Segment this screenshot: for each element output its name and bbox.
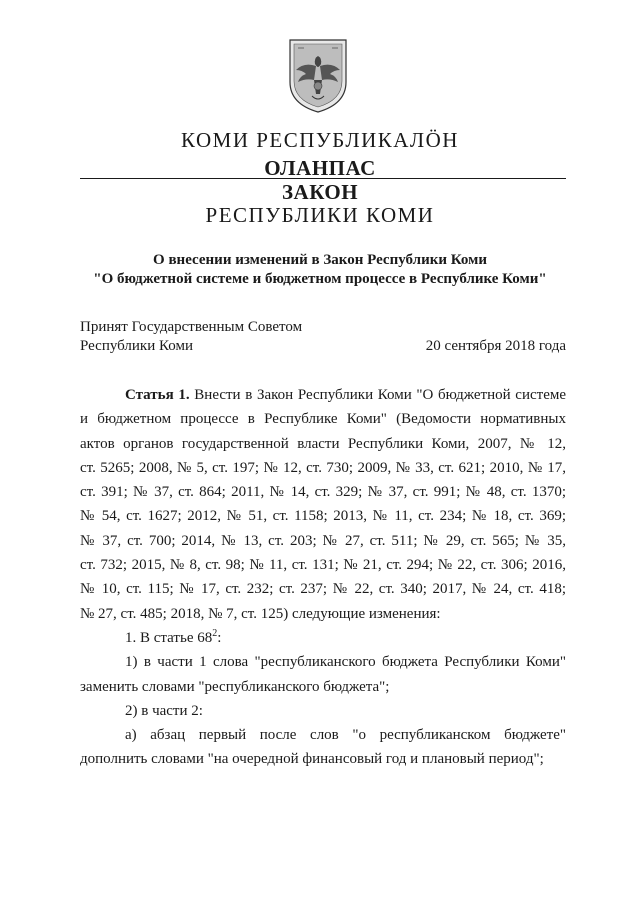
adoption-line1: Принят Государственным Советом bbox=[80, 319, 303, 335]
article-line: ст. 391; № 37, ст. 864; 2011, № 14, ст. 329; № 37, ст. 991; № 48, ст. 1370; bbox=[80, 484, 566, 501]
item-1-2a-line2: дополнить словами "на очередной финансовый год и плановый период"; bbox=[80, 751, 544, 768]
item-1-1-line2: заменить словами "республиканского бюджета"; bbox=[80, 678, 390, 695]
law-subject-line2: "О бюджетной системе и бюджетном процессе в Республике Коми" bbox=[93, 271, 547, 287]
article-line: № 27, ст. 485; 2018, № 7, ст. 125) следующие изменения: bbox=[80, 605, 441, 622]
article-line: ст. 5265; 2008, № 5, ст. 197; № 12, ст. 730; 2009, № 33, ст. 621; 2010, № 17, bbox=[80, 459, 566, 476]
item-1-2a-line1: а) абзац первый после слов "о республиканском бюджете" bbox=[125, 727, 566, 744]
item-1: 1. В статье $68^2$: bbox=[125, 627, 222, 646]
header-komi-law: ОЛАНПАС bbox=[264, 156, 376, 180]
article-line: Статья 1. Внести в Закон Республики Коми "О бюджетной системе bbox=[125, 387, 567, 403]
item-1-1-line1: 1) в части 1 слова "республиканского бюджета Республики Коми" bbox=[125, 654, 566, 671]
article-line: ст. 732; 2015, № 8, ст. 98; № 11, ст. 131; № 21, ст. 294; № 22, ст. 306; 2016, bbox=[80, 557, 566, 574]
adoption-line2: Республики Коми bbox=[80, 338, 193, 354]
article-line: № 10, ст. 115; № 17, ст. 232; ст. 237; № 22, ст. 340; 2017, № 24, ст. 418; bbox=[80, 581, 566, 598]
article-line: актов органов государственной власти Республики Коми, 2007, № 12, bbox=[80, 435, 566, 452]
header-republic: РЕСПУБЛИКИ КОМИ bbox=[205, 203, 435, 227]
article-line: № 54, ст. 1627; 2012, № 51, ст. 1158; 2013, № 11, ст. 234; № 18, ст. 369; bbox=[80, 508, 566, 525]
article-label: Статья 1. bbox=[125, 387, 190, 403]
header-divider bbox=[80, 178, 566, 179]
adoption-date: 20 сентября 2018 года bbox=[425, 338, 566, 354]
header-law: ЗАКОН bbox=[281, 180, 359, 204]
article-line: № 37, ст. 700; 2014, № 13, ст. 203; № 27, ст. 511; № 29, ст. 565; № 35, bbox=[80, 532, 566, 549]
item-1-2: 2) в части 2: bbox=[125, 702, 203, 719]
law-subject-line1: О внесении изменений в Закон Республики Коми bbox=[153, 252, 487, 268]
komi-coat-of-arms-icon bbox=[286, 36, 350, 114]
header-komi-title: КОМИ РЕСПУБЛИКАЛӦН bbox=[181, 128, 459, 152]
article-line: и бюджетном процессе в Республике Коми" (Ведомости нормативных bbox=[80, 411, 566, 428]
article-body bbox=[80, 383, 566, 772]
